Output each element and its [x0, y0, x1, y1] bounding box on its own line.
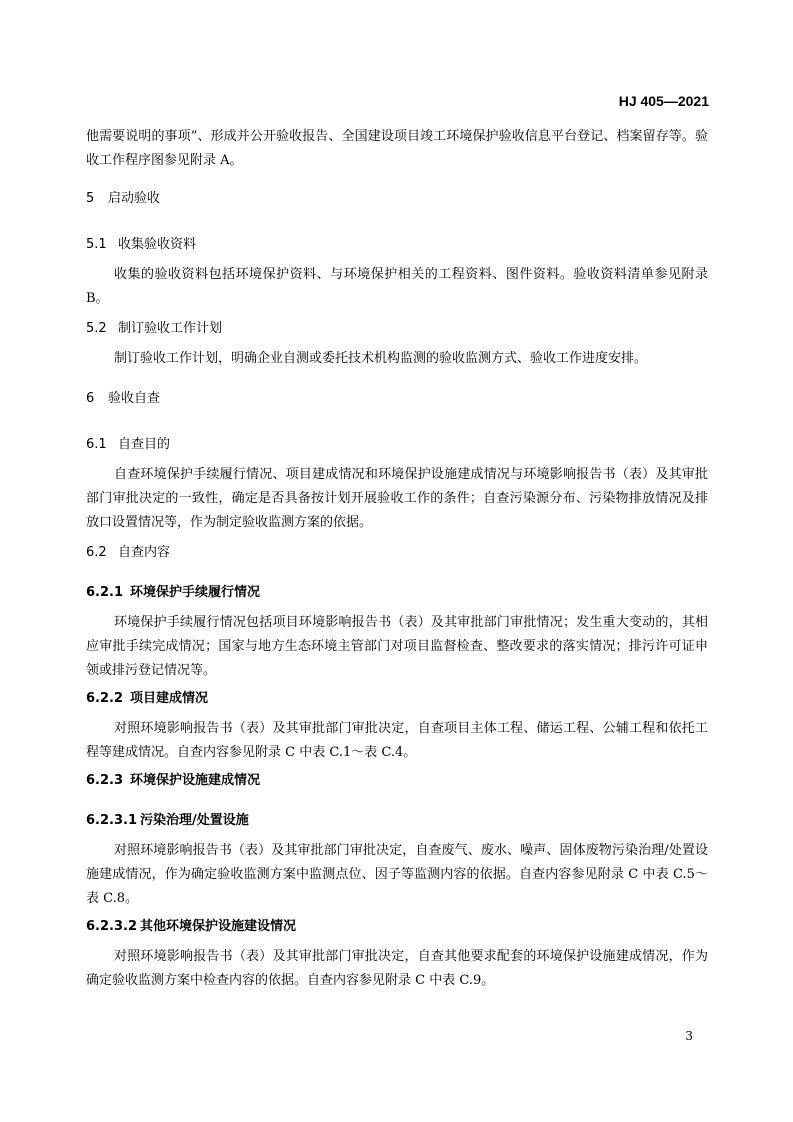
section-title: 项目建成情况 [130, 691, 209, 706]
heading-section-6-2-1 [86, 583, 708, 603]
paragraph-6-2-3-1: 对照环境影响报告书（表）及其审批部门审批决定，自查废气、废水、噪声、固体废物污染治理/处置设施建成情况，作为确定验收监测方案中监测点位、因子等监测内容的依据。自查内容参见附录 C 中表 C.5～表 C.8。 [86, 843, 708, 906]
section-title: 制订验收工作计划 [118, 321, 223, 336]
section-number: 5.1 [86, 237, 107, 252]
section-number: 6.2.3.1 [86, 813, 137, 828]
heading-section-6-2-3-2 [86, 917, 708, 937]
heading-section-6-2 [86, 543, 708, 563]
section-number: 5.2 [86, 321, 107, 336]
heading-section-5-2 [86, 319, 708, 339]
heading-section-6-2-3-1 [86, 811, 708, 831]
section-number: 6.2 [86, 545, 107, 560]
section-number: 6.1 [86, 437, 107, 452]
paragraph-5-2: 制订验收工作计划，明确企业自测或委托技术机构监测的验收监测方式、验收工作进度安排。 [114, 351, 648, 366]
paragraph-continuation: 他需要说明的事项”、形成并公开验收报告、全国建设项目竣工环境保护验收信息平台登记、档案留存等。验收工作程序图参见附录 A。 [86, 129, 708, 168]
section-title: 验收自查 [108, 391, 161, 406]
section-number: 6 [86, 391, 95, 406]
section-number: 6.2.3.2 [86, 919, 137, 934]
document-code: HJ 405—2021 [618, 93, 709, 109]
section-title: 环境保护设施建成情况 [130, 773, 261, 788]
section-title: 其他环境保护设施建设情况 [140, 919, 297, 934]
section-number: 6.2.3 [86, 773, 124, 788]
paragraph-6-2-1: 环境保护手续履行情况包括项目环境影响报告书（表）及其审批部门审批情况；发生重大变动的，其相应审批手续完成情况；国家与地方生态环境主管部门对项目监督检查、整改要求的落实情况；排污许可证申领或排污登记情况等。 [86, 615, 708, 678]
heading-section-6 [86, 389, 708, 409]
paragraph-5-1: 收集的验收资料包括环境保护资料、与环境保护相关的工程资料、图件资料。验收资料清单参见附录 B。 [86, 267, 708, 306]
heading-section-5 [86, 189, 708, 209]
section-title: 污染治理/处置设施 [140, 813, 249, 828]
paragraph-6-1: 自查环境保护手续履行情况、项目建成情况和环境保护设施建成情况与环境影响报告书（表）及其审批部门审批决定的一致性，确定是否具备按计划开展验收工作的条件；自查污染源分布、污染物排放情况及排放口设置情况等，作为制定验收监测方案的依据。 [86, 467, 708, 530]
page-number: 3 [685, 1029, 693, 1043]
section-title: 启动验收 [108, 191, 161, 206]
heading-section-5-1 [86, 235, 708, 255]
heading-section-6-1 [86, 435, 708, 455]
section-title: 收集验收资料 [118, 237, 197, 252]
heading-section-6-2-3 [86, 771, 708, 791]
section-title: 环境保护手续履行情况 [130, 585, 261, 600]
section-number: 5 [86, 191, 95, 206]
section-title: 自查内容 [118, 545, 171, 560]
section-title: 自查目的 [118, 437, 171, 452]
section-number: 6.2.2 [86, 691, 124, 706]
paragraph-6-2-2: 对照环境影响报告书（表）及其审批部门审批决定，自查项目主体工程、储运工程、公辅工程和依托工程等建成情况。自查内容参见附录 C 中表 C.1～表 C.4。 [86, 721, 708, 760]
section-number: 6.2.1 [86, 585, 124, 600]
paragraph-6-2-3-2: 对照环境影响报告书（表）及其审批部门审批决定，自查其他要求配套的环境保护设施建成情况，作为确定验收监测方案中检查内容的依据。自查内容参见附录 C 中表 C.9。 [86, 949, 708, 988]
document-body [86, 125, 708, 993]
heading-section-6-2-2 [86, 689, 708, 709]
